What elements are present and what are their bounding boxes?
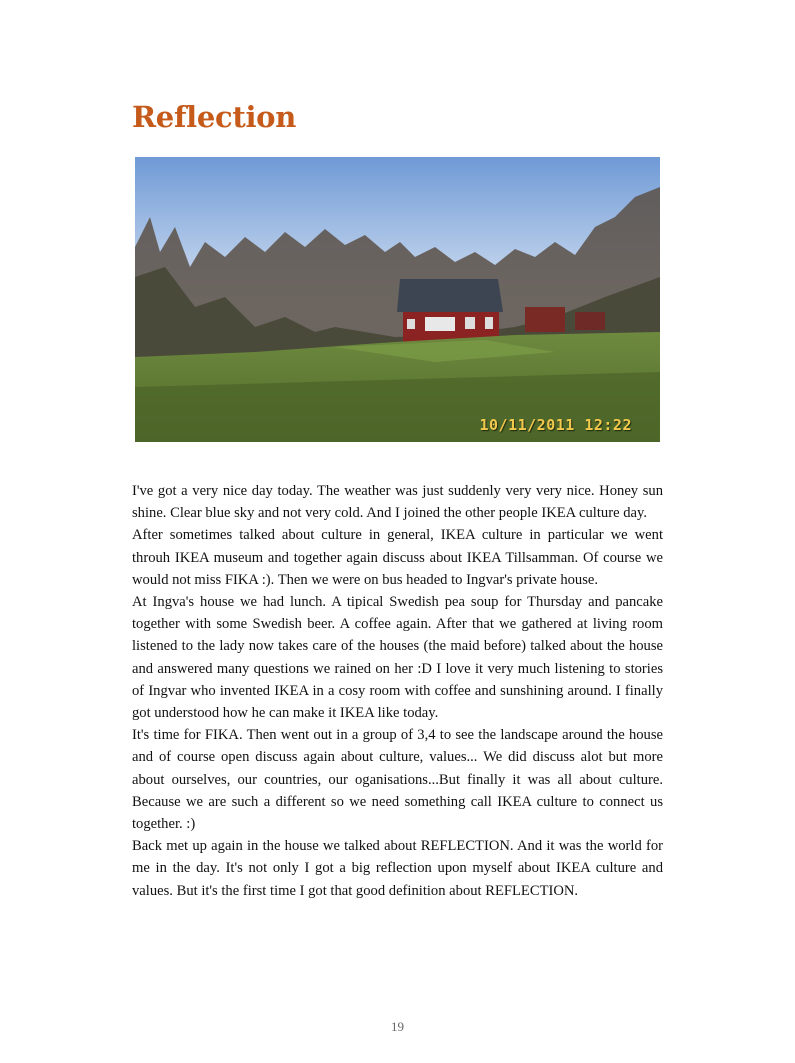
paragraph: I've got a very nice day today. The weather was just suddenly very very nice. Honey sun shine. Clear blue sky and not very cold. And I joined the other people IKEA culture day. <box>132 483 663 522</box>
body-text <box>132 480 663 902</box>
house-photo <box>135 157 660 442</box>
house-photo-image <box>135 157 660 442</box>
paragraph: Back met up again in the house we talked about REFLECTION. And it was the world for me in the day. It's not only I got a big reflection upon myself about IKEA culture and values. But it's the first time I got that good definition about REFLECTION. <box>132 838 663 899</box>
photo-timestamp: 10/11/2011 12:22 <box>479 416 632 434</box>
page-title: Reflection <box>132 100 296 134</box>
paragraph: It's time for FIKA. Then went out in a group of 3,4 to see the landscape around the house and of course open discuss again about culture, values... We did discuss alot but more about ourselves, our countries, our oganisations...But finally it was all about culture. Because we are such a different so we need something call IKEA culture to connect us together. :) <box>132 727 663 833</box>
paragraph: After sometimes talked about culture in general, IKEA culture in particular we went throuh IKEA museum and together again discuss about IKEA Tillsamman. Of course we would not miss FIKA :). Then we were on bus headed to Ingvar's private house. <box>132 527 663 588</box>
paragraph: At Ingva's house we had lunch. A tipical Swedish pea soup for Thursday and pancake together with some Swedish beer. A coffee again. After that we gathered at living room listened to the lady now takes care of the houses (the maid before) talked about the house and answered many questions we rained on her :D I love it very much listening to stories of Ingvar who invented IKEA in a cosy room with coffee and sunshining around. I finally got understood how he can make it IKEA like today. <box>132 594 663 722</box>
page-number: 19 <box>391 1019 404 1034</box>
